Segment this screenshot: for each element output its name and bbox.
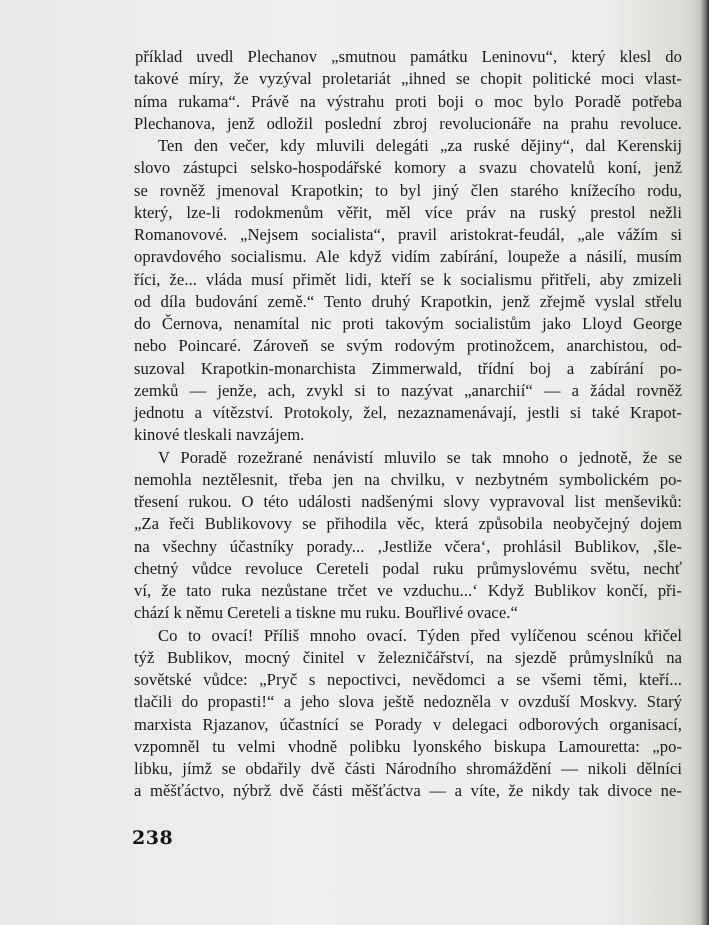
text-line: chetný vůdce revoluce Cereteli podal ruku průmyslovému světu, nechť — [134, 558, 682, 578]
text-line: Plechanova, jenž odložil poslední zbroj revolucionáře na prahu revoluce. — [134, 113, 682, 133]
text-line: týž Bublikov, mocný činitel v železničářství, na sjezdě průmyslníků na — [134, 647, 682, 667]
text-line: nemohla neztělesnit, třeba jen na chvilku, v nezbytném symbolickém po- — [134, 469, 682, 489]
page-edge-shadow — [700, 0, 709, 925]
text-line: zemků — jenže, ach, zvykl si to nazývat „anarchií“ — a žádal rovněž — [134, 380, 682, 400]
text-line: marxista Rjazanov, účastnící se Porady v delegaci odborových organisací, — [134, 714, 682, 734]
text-line: na všechny účastníky porady... ‚Jestliže včera‘, prohlásil Bublikov, ‚šle- — [134, 536, 682, 556]
text-line: a měšťáctvo, nýbrž dvě části měšťáctva — a víte, že nikdy tak divoce ne- — [134, 781, 682, 801]
text-line: Ten den večer, kdy mluvili delegáti „za ruské dějiny“, dal Kerenskij — [158, 136, 682, 155]
text-line: opravdového socialismu. Ale když vidím zabírání, loupeže a násilí, musím — [134, 247, 682, 267]
text-line: takové míry, že vyzýval proletariát „ihned se chopit politické moci vlast- — [134, 69, 682, 89]
text-line: ví, že tato ruka nezůstane trčet ve vzduchu...‘ Když Bublikov končí, při- — [134, 581, 682, 600]
text-line: tlačili do propasti!“ a jeho slova ještě nedozněla v ovzduší Moskvy. Starý — [134, 692, 682, 712]
text-line: jednotu a vítězství. Protokoly, žel, nezaznamenávají, jestli si také Krapot- — [134, 403, 682, 422]
text-line: suzoval Krapotkin-monarchista Zimmerwald, třídní boj a zabírání po- — [134, 358, 682, 378]
text-line: nebo Poincaré. Zároveň se svým rodovým protinožcem, anarchistou, od- — [134, 336, 682, 356]
text-line: V Poradě rozežrané nenávistí mluvilo se tak mnoho o jednotě, že se — [158, 447, 682, 467]
text-line: třesení rukou. O této události nadšenými slovy vypravoval list menševiků: — [134, 492, 682, 511]
page-number: 238 — [132, 827, 174, 849]
text-line: který, lze-li rodokmenům věřit, měl více práv na ruský prestol nežli — [134, 202, 682, 222]
text-line: říci, že... vláda musí přimět lidi, kteří se k socialismu přitřeli, aby zmizeli — [134, 269, 682, 289]
text-line: libku, jímž se obdařily dvě části Národního shromáždění — nikoli dělníci — [134, 759, 682, 778]
text-line: sovětské vůdce: „Pryč s nepoctivci, nevědomci a se všemi těmi, kteří... — [134, 670, 682, 689]
text-line: do Černova, nenamítal nic proti takovým socialistům jako Lloyd George — [134, 314, 682, 333]
text-line: Co to ovací! Příliš mnoho ovací. Týden před vylíčenou scénou křičel — [158, 625, 682, 645]
text-line: vzpomněl tu velmi vhodně polibku lyonského biskupa Lamouretta: „po- — [134, 736, 682, 756]
text-line: slovo zástupci selsko-hospodářské komory a svazu chovatelů koní, jenž — [134, 158, 682, 178]
text-line: chází k němu Cereteli a tiskne mu ruku. Bouřlivé ovace.“ — [134, 603, 518, 623]
text-line: Romanovové. „Nejsem socialista“, pravil aristokrat-feudál, „ale vážím si — [134, 225, 682, 244]
text-line: kinové tleskali navzájem. — [134, 425, 305, 445]
text-line: od díla budování země.“ Tento druhý Krapotkin, jenž zřejmě vyslal střelu — [134, 291, 682, 311]
body-text — [134, 46, 682, 803]
text-line: „Za řeči Bublikovovy se přihodila věc, která způsobila neobyčejný dojem — [134, 514, 682, 534]
text-line: níma rukama“. Právě na výstrahu proti boji o moc bylo Poradě potřeba — [134, 91, 682, 111]
text-line: příklad uvedl Plechanov „smutnou památku Leninovu“, který klesl do — [135, 47, 682, 66]
text-line: se rovněž jmenoval Krapotkin; to byl jiný člen starého knížecího rodu, — [134, 180, 682, 200]
